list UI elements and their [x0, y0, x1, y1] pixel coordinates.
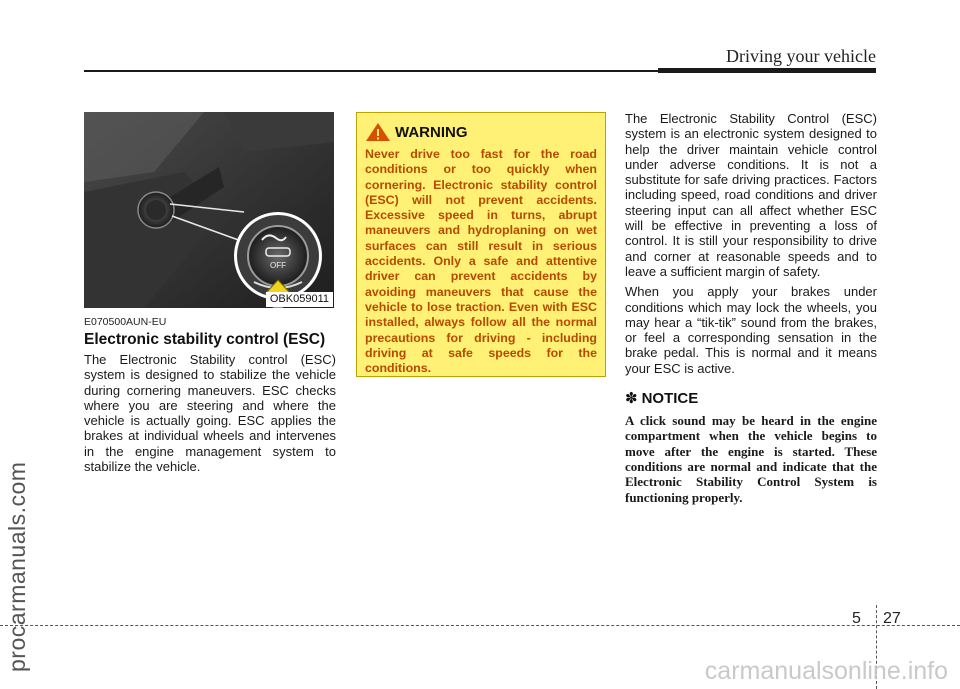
page-header-title: Driving your vehicle [726, 46, 876, 66]
esc-off-label: OFF [270, 261, 286, 270]
brake-sound-paragraph: When you apply your brakes under conditions which may lock the wheels, you may hear a “tik-tik” sound from the brakes, or feel a corresponding sensation in the brake pedal. This is normal and it means your ESC is active. [625, 284, 877, 376]
figure-caption: OBK059011 [266, 292, 333, 307]
warning-triangle-icon [365, 122, 391, 142]
section-code: E070500AUN-EU [84, 316, 167, 328]
notice-heading [625, 389, 877, 407]
side-watermark: procarmanuals.com [4, 461, 30, 672]
warning-text: Never drive too fast for the road conditions or too quickly when cornering. Electronic stability control (ESC) will not prevent accidents. Excessive speed in turns, abrupt maneuvers and hydroplaning on wet surfaces can still result in serious accidents. Only a safe and attentive driver can prevent accidents by avoiding maneuvers that cause the vehicle to lose traction. Even with ESC installed, always follow all the normal precautions for driving - including driving at safe speeds for the conditions. [365, 147, 597, 376]
notice-star-icon: ✽ [625, 390, 638, 408]
warning-header [365, 121, 597, 143]
chapter-number: 5 [852, 610, 861, 627]
warning-title: WARNING [395, 123, 468, 141]
dashboard-illustration [84, 112, 334, 308]
esc-description: The Electronic Stability control (ESC) system is designed to stabilize the vehicle during cornering maneuvers. ESC checks where you are steering and where the vehicle is actually going. ESC applies the brakes at individual wheels and intervenes in the engine management system to stabilize the vehicle. [84, 352, 336, 475]
bottom-watermark: carmanualsonline.info [704, 657, 948, 685]
right-column [625, 111, 877, 510]
footer-rule [0, 625, 960, 626]
header-rule-accent [658, 68, 876, 73]
warning-box [356, 112, 606, 377]
notice-text: A click sound may be heard in the engine compartment when the vehicle begins to move after the engine is started. These conditions are normal and indicate that the Electronic Stability Control System is functioning properly. [625, 413, 877, 505]
esc-system-paragraph: The Electronic Stability Control (ESC) system is an electronic system designed to help the driver maintain vehicle control under adverse conditions. It is not a substitute for safe driving practices. Factors including speed, road conditions and driver steering input can all affect whether ESC will be effective in preventing a loss of control. It is still your responsibility to drive and corner at reasonable speeds and to leave a sufficient margin of safety. [625, 111, 877, 279]
esc-button-photo [84, 112, 334, 308]
page-number: 27 [883, 610, 901, 627]
section-heading: Electronic stability control (ESC) [84, 331, 326, 348]
notice-title: NOTICE [641, 389, 699, 407]
